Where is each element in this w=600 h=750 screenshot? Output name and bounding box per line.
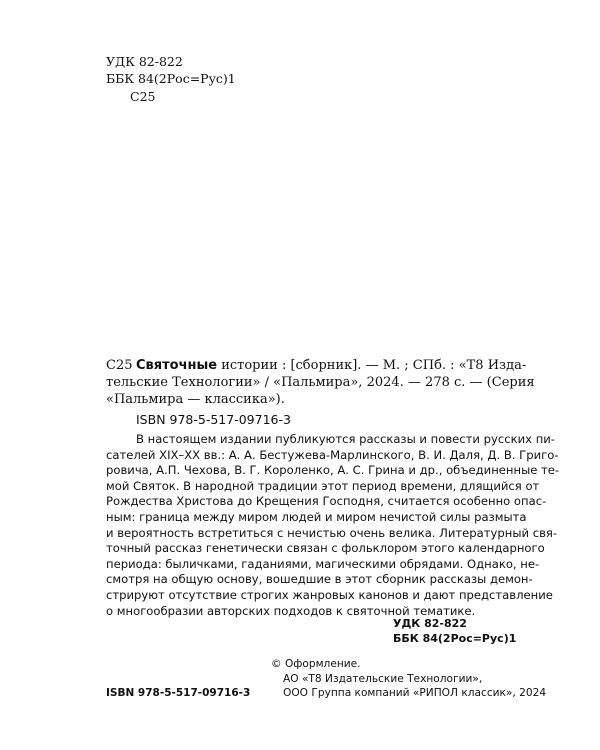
annotation-line: мой Святок. В народной традиции этот период времени, длящийся от — [106, 478, 540, 493]
footer-udk-code: УДК 82-822 — [393, 617, 467, 630]
bottom-isbn: ISBN 978-5-517-09716-3 — [106, 687, 251, 699]
footer-bbk-code: ББК 84(2Рос=Рус)1 — [393, 632, 517, 645]
entry-title: Святочные — [136, 358, 218, 373]
entry-line-1-rest: истории : [сборник]. — М. ; СПб. : «Т8 Изда- — [217, 358, 527, 373]
copyright-line-3: ООО Группа компаний «РИПОЛ классик», 2024 — [283, 687, 547, 699]
annotation-line: ровича, А.П. Чехова, В. Г. Короленко, А. С. Грина и др., объединенные те- — [106, 463, 560, 478]
annotation-line: смотря на общую основу, вошедшие в этот сборник рассказы демон- — [106, 572, 533, 587]
entry-isbn: ISBN 978-5-517-09716-3 — [136, 412, 291, 427]
copyright-line-2: АО «Т8 Издательские Технологии», — [283, 673, 483, 685]
annotation-line: периода: быличками, гаданиями, магическими обрядами. Однако, не- — [106, 556, 540, 571]
copyright-line-1: © Оформление. — [271, 658, 361, 670]
entry-mark: С25 — [106, 358, 133, 373]
annotation-line: ным: граница между миром людей и миром нечистой силы размыта — [106, 509, 527, 524]
annotation-line: Рождества Христова до Крещения Господня, считается особенно опас- — [106, 494, 547, 509]
bbk-code: ББК 84(2Рос=Рус)1 — [106, 71, 236, 86]
annotation-line: и вероятность встретиться с нечистью очень велика. Литературный свя- — [106, 525, 558, 540]
annotation — [106, 432, 560, 619]
annotation-line: В настоящем издании публикуются рассказы и повести русских пи- — [136, 432, 555, 446]
udk-code: УДК 82-822 — [106, 54, 183, 69]
annotation-line: стрируют отсутствие строгих жанровых канонов и дают представление — [106, 587, 553, 602]
entry-line-1 — [136, 358, 527, 374]
entry-line-3: «Пальмира — классика»). — [106, 392, 285, 407]
annotation-line: сателей XIX–XX вв.: А. А. Бестужева-Марлинского, В. И. Даля, Д. В. Григо- — [106, 447, 559, 462]
annotation-line: о многообразии авторских подходов к святочной тематике. — [106, 603, 476, 618]
entry-line-2: тельские Технологии» / «Пальмира», 2024. — 278 с. — (Серия — [106, 375, 535, 390]
author-mark: С25 — [130, 89, 156, 104]
annotation-line: точный рассказ генетически связан с фольклором этого календарного — [106, 541, 545, 556]
